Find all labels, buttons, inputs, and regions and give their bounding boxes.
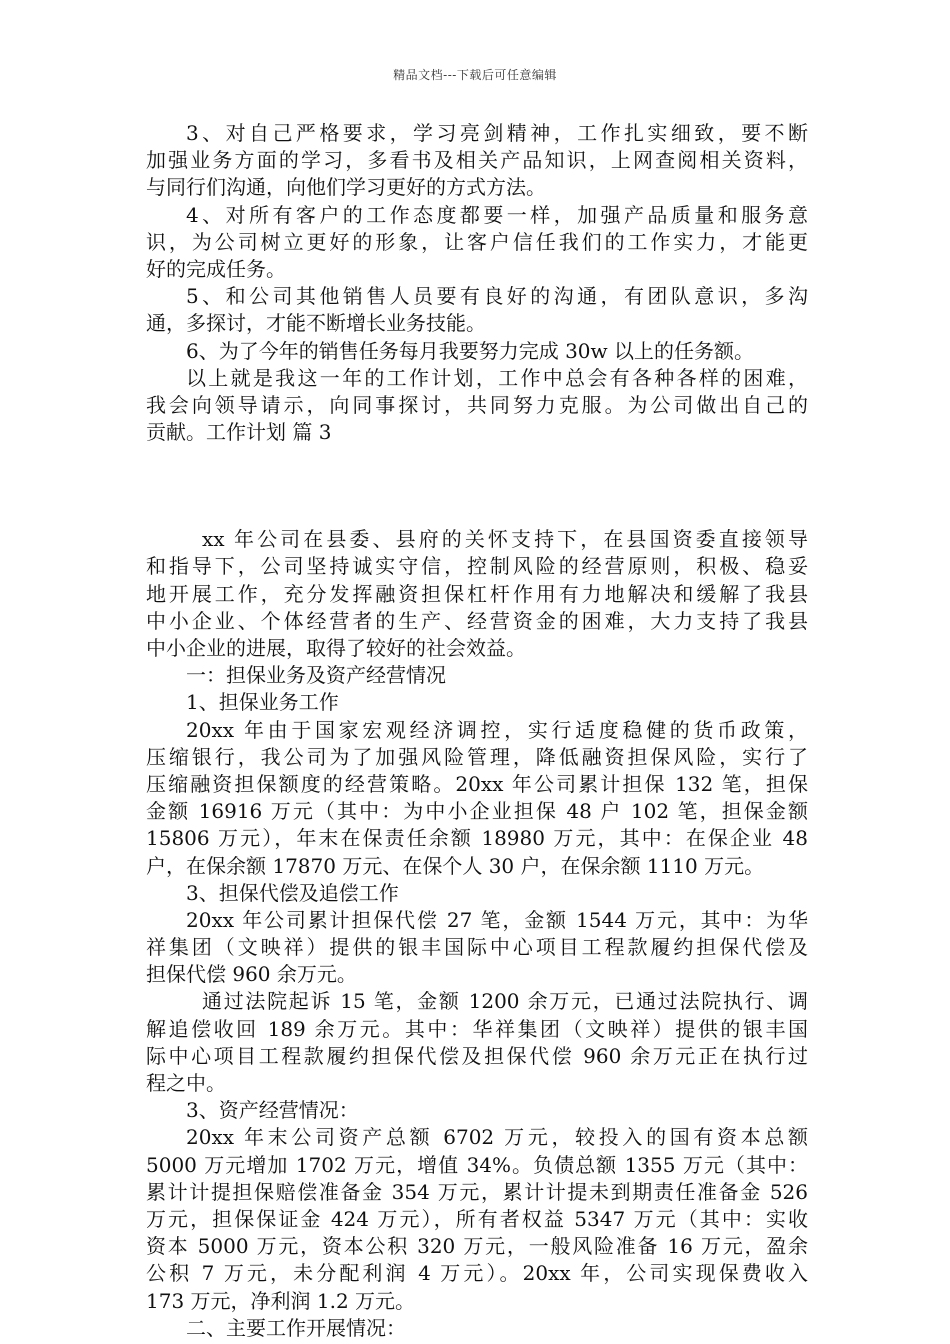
subsection-heading: 3、资产经营情况： bbox=[186, 1098, 359, 1123]
section-heading: 二、主要工作开展情况： bbox=[186, 1315, 406, 1340]
paragraph-line: 通过法院起诉 15 笔，金额 1200 余万元，已通过法院执行、调 bbox=[202, 989, 808, 1014]
paragraph-line: 通，多探讨，才能不断增长业务技能。 bbox=[146, 311, 486, 336]
page-header: 精品文档---下载后可任意编辑 bbox=[393, 68, 557, 82]
paragraph-line: 5、和公司其他销售人员要有良好的沟通，有团队意识，多沟 bbox=[186, 284, 808, 309]
paragraph-line: 和指导下，公司坚持诚实守信，控制风险的经营原则，积极、稳妥 bbox=[146, 554, 808, 579]
paragraph-line: 公积 7 万元，未分配利润 4 万元）。20xx 年，公司实现保费收入 bbox=[146, 1261, 808, 1286]
paragraph-line: 金额 16916 万元（其中：为中小企业担保 48 户 102 笔，担保金额 bbox=[146, 799, 808, 824]
paragraph-line: 压缩融资担保额度的经营策略。20xx 年公司累计担保 132 笔，担保 bbox=[146, 771, 808, 796]
paragraph-line: 加强业务方面的学习，多看书及相关产品知识，上网查阅相关资料， bbox=[146, 148, 808, 173]
section-heading: 一：担保业务及资产经营情况 bbox=[186, 663, 446, 688]
paragraph-line: 15806 万元），年末在保责任余额 18980 万元，其中：在保企业 48 bbox=[146, 826, 808, 851]
paragraph-line: 与同行们沟通，向他们学习更好的方式方法。 bbox=[146, 175, 546, 200]
paragraph-line: 20xx 年公司累计担保代偿 27 笔，金额 1544 万元，其中：为华 bbox=[186, 907, 808, 932]
paragraph-line: 地开展工作，充分发挥融资担保杠杆作用有力地解决和缓解了我县 bbox=[146, 581, 808, 606]
section-guarantee-report bbox=[146, 526, 808, 1342]
paragraph-line: 以上就是我这一年的工作计划，工作中总会有各种各样的困难， bbox=[186, 365, 808, 390]
paragraph-line: 累计计提担保赔偿准备金 354 万元，累计计提未到期责任准备金 526 bbox=[146, 1179, 808, 1204]
paragraph-line: 识，为公司树立更好的形象，让客户信任我们的工作实力，才能更 bbox=[146, 229, 808, 254]
section-work-plan bbox=[146, 120, 808, 446]
paragraph-line: 际中心项目工程款履约担保代偿及担保代偿 960 余万元正在执行过 bbox=[146, 1043, 808, 1068]
paragraph-line: xx 年公司在县委、县府的关怀支持下，在县国资委直接领导 bbox=[202, 527, 808, 552]
section-spacer bbox=[146, 446, 808, 526]
paragraph-line: 资本 5000 万元，资本公积 320 万元，一般风险准备 16 万元，盈余 bbox=[146, 1234, 808, 1259]
paragraph-line: 20xx 年末公司资产总额 6702 万元，较投入的国有资本总额 bbox=[186, 1125, 808, 1150]
paragraph-line: 解追偿收回 189 余万元。其中：华祥集团（文映祥）提供的银丰国 bbox=[146, 1016, 808, 1041]
paragraph-line: 程之中。 bbox=[146, 1071, 226, 1095]
paragraph-line: 祥集团（文映祥）提供的银丰国际中心项目工程款履约担保代偿及 bbox=[146, 935, 808, 960]
paragraph-line: 中小企业的进展，取得了较好的社会效益。 bbox=[146, 636, 526, 660]
paragraph-line: 6、为了今年的销售任务每月我要努力完成 30w 以上的任务额。 bbox=[186, 338, 755, 363]
subsection-heading: 1、担保业务工作 bbox=[186, 690, 339, 715]
paragraph-line: 万元，担保保证金 424 万元），所有者权益 5347 万元（其中：实收 bbox=[146, 1206, 808, 1231]
paragraph-line: 4、对所有客户的工作态度都要一样，加强产品质量和服务意 bbox=[186, 202, 808, 227]
paragraph-line: 我会向领导请示，向同事探讨，共同努力克服。为公司做出自己的 bbox=[146, 392, 808, 417]
paragraph-line: 20xx 年由于国家宏观经济调控，实行适度稳健的货币政策， bbox=[186, 717, 808, 742]
document-body bbox=[146, 120, 808, 1342]
paragraph-line: 贡献。工作计划 篇 3 bbox=[146, 420, 332, 445]
paragraph-line: 3、对自己严格要求，学习亮剑精神，工作扎实细致，要不断 bbox=[186, 121, 808, 145]
subsection-heading: 3、担保代偿及追偿工作 bbox=[186, 880, 399, 905]
paragraph-line: 担保代偿 960 余万元。 bbox=[146, 962, 357, 987]
paragraph-line: 压缩银行，我公司为了加强风险管理，降低融资担保风险，实行了 bbox=[146, 744, 808, 769]
paragraph-line: 户，在保余额 17870 万元、在保个人 30 户，在保余额 1110 万元。 bbox=[146, 853, 765, 878]
paragraph-line: 5000 万元增加 1702 万元，增值 34%。负债总额 1355 万元（其中： bbox=[146, 1152, 808, 1177]
paragraph-line: 173 万元，净利润 1.2 万元。 bbox=[146, 1288, 416, 1313]
paragraph-line: 中小企业、个体经营者的生产、经营资金的困难，大力支持了我县 bbox=[146, 608, 808, 633]
paragraph-line: 好的完成任务。 bbox=[146, 256, 286, 281]
